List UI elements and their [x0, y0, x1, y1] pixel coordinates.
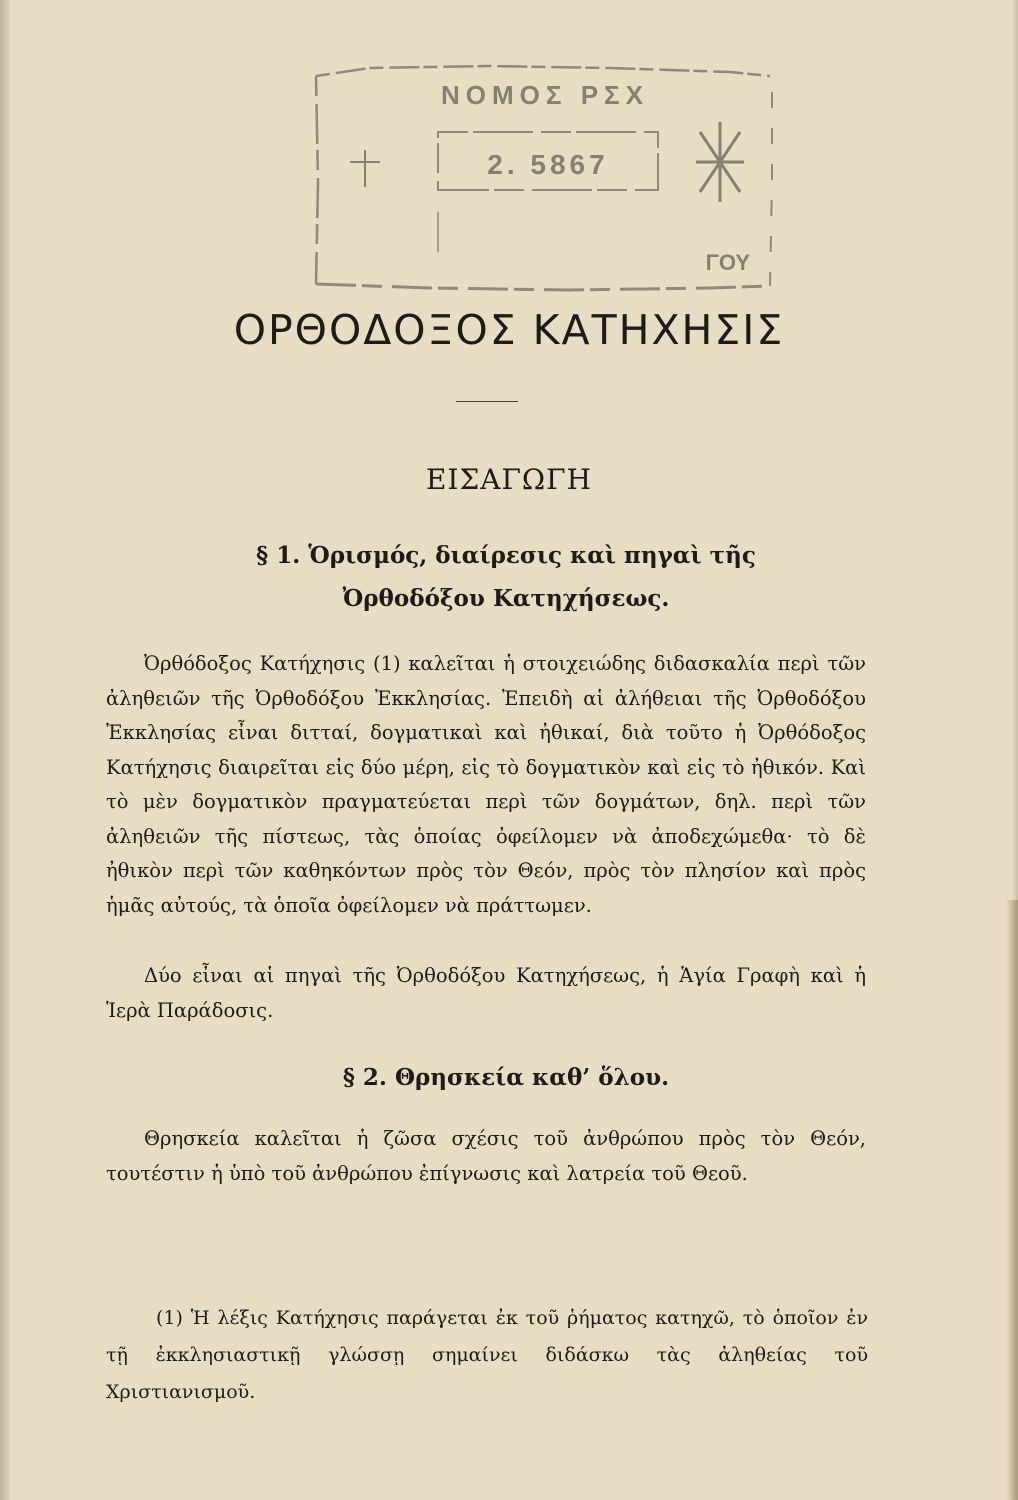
stamp-bottom-text: ΓΟΥ	[705, 250, 750, 275]
section-2-heading: § 2. Θρησκεία καθ’ ὅλου.	[342, 1064, 670, 1091]
section-1-heading-line-1: § 1. Ὁρισμός, διαίρεσις καὶ πηγαὶ τῆς	[256, 542, 756, 569]
section-1-heading	[106, 534, 906, 620]
section-1-heading-line-2: Ὀρθοδόξου Κατηχήσεως.	[342, 585, 670, 612]
page-right-shadow	[1006, 900, 1018, 1500]
page-title: ΟΡΘΟΔΟΞΟΣ ΚΑΤΗΧΗΣΙΣ	[233, 306, 785, 354]
library-stamp	[310, 62, 780, 294]
section-1-paragraph-1: Ὀρθόδοξος Κατήχησις (1) καλεῖται ἡ στοιχειώδης διδασκαλία περὶ τῶν ἀληθειῶν τῆς Ὀρθοδόξου Ἐκκλησίας. Ἐπειδὴ αἱ ἀλήθειαι τῆς Ὀρθοδόξου Ἐκκλησίας εἶναι διτταί, δογματικαὶ καὶ ἠθικαί, διὰ τοῦτο ἡ Ὀρθόδοξος Κατήχησις διαιρεῖται εἰς δύο μέρη, εἰς τὸ δογματικὸν καὶ εἰς τὸ ἠθικόν. Καὶ τὸ μὲν δογματικὸν πραγματεύεται περὶ τῶν δογμάτων, δηλ. περὶ τῶν ἀληθειῶν τῆς πίστεως, τὰς ὁποίας ὀφείλομεν νὰ ἀποδεχώμεθα· τὸ δὲ ἠθικὸν περὶ τῶν καθηκόντων πρὸς τὸν Θεόν, πρὸς τὸν πλησίον καὶ πρὸς ἡμᾶς αὐτούς, τὰ ὁποῖα ὀφείλομεν νὰ πράττωμεν.	[106, 652, 866, 917]
title-divider	[456, 401, 518, 402]
section-2-paragraph: Θρησκεία καλεῖται ἡ ζῶσα σχέσις τοῦ ἀνθρώπου πρὸς τὸν Θεόν, τουτέστιν ἡ ὑπὸ τοῦ ἀνθρώπου ἐπίγνωσις καὶ λατρεία τοῦ Θεοῦ.	[106, 1127, 866, 1185]
stamp-emblem-icon	[696, 122, 744, 202]
chapter-title: ΕΙΣΑΓΩΓΗ	[425, 463, 592, 496]
footnote: (1) Ἡ λέξις Κατήχησις παράγεται ἐκ τοῦ ῥήματος κατηχῶ, τὸ ὁποῖον ἐν τῇ ἐκκλησιαστικῇ γλώσσῃ σημαίνει διδάσκω τὰς ἀληθείας τοῦ Χριστιανισμοῦ.	[106, 1307, 868, 1403]
section-1-paragraph-2: Δύο εἶναι αἱ πηγαὶ τῆς Ὀρθοδόξου Κατηχήσεως, ἡ Ἁγία Γραφὴ καὶ ἡ Ἱερὰ Παράδοσις.	[106, 964, 866, 1022]
stamp-top-text: ΝΟΜΟΣ ΡΣΧ	[441, 80, 649, 110]
stamp-left-emblem-icon	[350, 150, 380, 187]
stamp-number: 2. 5867	[487, 149, 609, 180]
page-left-edge	[0, 0, 10, 1500]
